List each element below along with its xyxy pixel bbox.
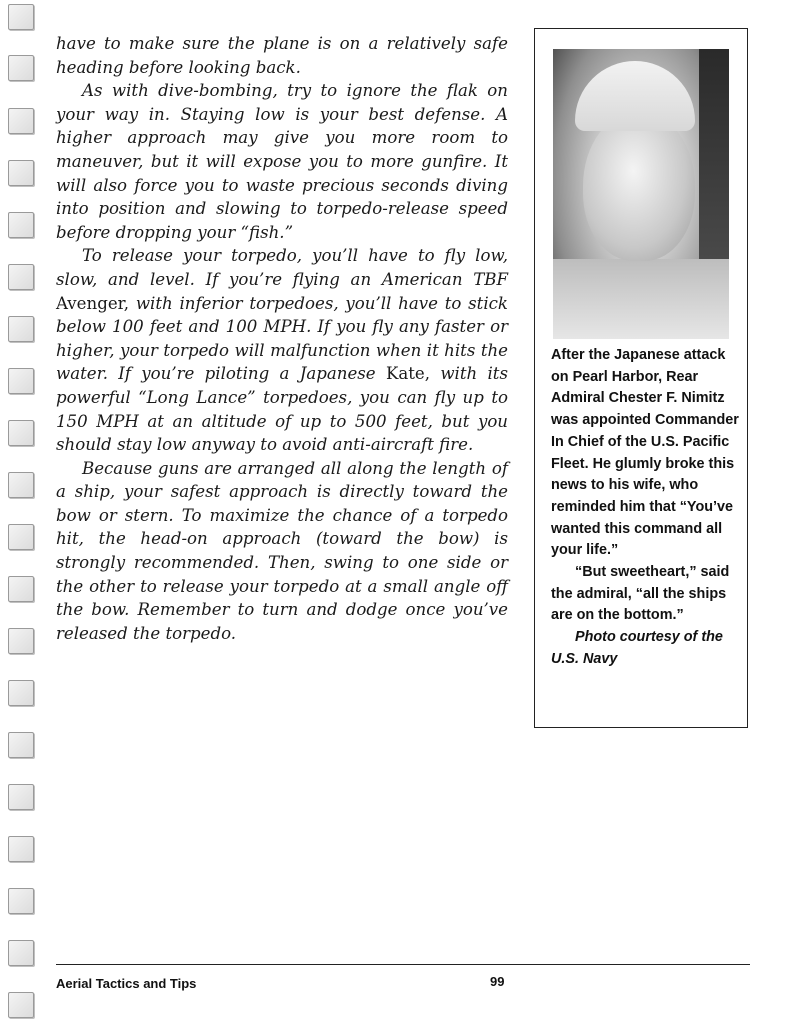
binding-ring (8, 420, 34, 446)
paragraph: As with dive-bombing, try to ignore the flak on your way in. Staying low is your best defense. A higher approach may give you more room to maneuver, but it will expose you to more gunfire. It will also force you to waste precious seconds diving into position and slowing to torpedo-release speed before dropping your “fish.” (56, 81, 508, 242)
binding-ring (8, 992, 34, 1018)
paragraph-text: with its powerful “Long Lance” torpedoes, you can fly up to 150 MPH at an altitude of up to 500 feet, but you should stay low anyway to avoid anti-aircraft fire. (56, 364, 508, 455)
binding-ring (8, 732, 34, 758)
photo-uniform (553, 259, 729, 339)
photo-face (583, 111, 695, 261)
caption-paragraph: After the Japanese attack on Pearl Harbor, Rear Admiral Chester F. Nimitz was appointed Commander In Chief of the U.S. Pacific Fleet. He glumly broke this news to his wife, who reminded him that “You’ve wanted this command all your life.” (551, 347, 739, 559)
binding-ring (8, 940, 34, 966)
caption-paragraph: “But sweetheart,” said the admiral, “all the ships are on the bottom.” (551, 564, 730, 624)
binding-ring (8, 212, 34, 238)
binding-ring (8, 264, 34, 290)
aircraft-name: Kate, (385, 364, 430, 384)
footer-section-title: Aerial Tactics and Tips (56, 976, 197, 991)
admiral-photo (553, 49, 729, 339)
binding-ring (8, 524, 34, 550)
paragraph-text: with inferior torpedoes, you’ll have to stick below 100 feet and 100 MPH. If you fly any faster or higher, your torpedo will malfunction when it hits the water. If you’re piloting a Japanese (56, 293, 508, 384)
paragraph: Because guns are arranged all along the length of a ship, your safest approach is directly toward the bow or stern. To maximize the chance of a torpedo hit, the head-on approach (toward the bow) is strongly recommended. Then, swing to one side or the other to release your torpedo at a small angle off the bow. Remember to turn and dodge once you’ve released the torpedo. (56, 458, 508, 643)
aircraft-name: Avenger, (56, 293, 130, 313)
photo-cap (575, 61, 695, 131)
spiral-binding (0, 0, 40, 1034)
sidebar-box (534, 28, 748, 728)
binding-ring (8, 576, 34, 602)
photo-credit: Photo courtesy of the U.S. Navy (551, 629, 723, 667)
page-number: 99 (490, 974, 505, 989)
binding-ring (8, 55, 34, 81)
photo-caption (551, 345, 739, 671)
binding-ring (8, 316, 34, 342)
binding-ring (8, 472, 34, 498)
binding-ring (8, 108, 34, 134)
footer-divider (56, 964, 750, 965)
binding-ring (8, 836, 34, 862)
binding-ring (8, 368, 34, 394)
binding-ring (8, 628, 34, 654)
binding-ring (8, 160, 34, 186)
binding-ring (8, 4, 34, 30)
paragraph: have to make sure the plane is on a relatively safe heading before looking back. (56, 34, 508, 77)
paragraph-text: To release your torpedo, you’ll have to fly low, slow, and level. If you’re flying an American TBF (56, 246, 508, 289)
main-text-column (56, 32, 508, 645)
binding-ring (8, 784, 34, 810)
binding-ring (8, 680, 34, 706)
paragraph (56, 244, 508, 456)
binding-ring (8, 888, 34, 914)
